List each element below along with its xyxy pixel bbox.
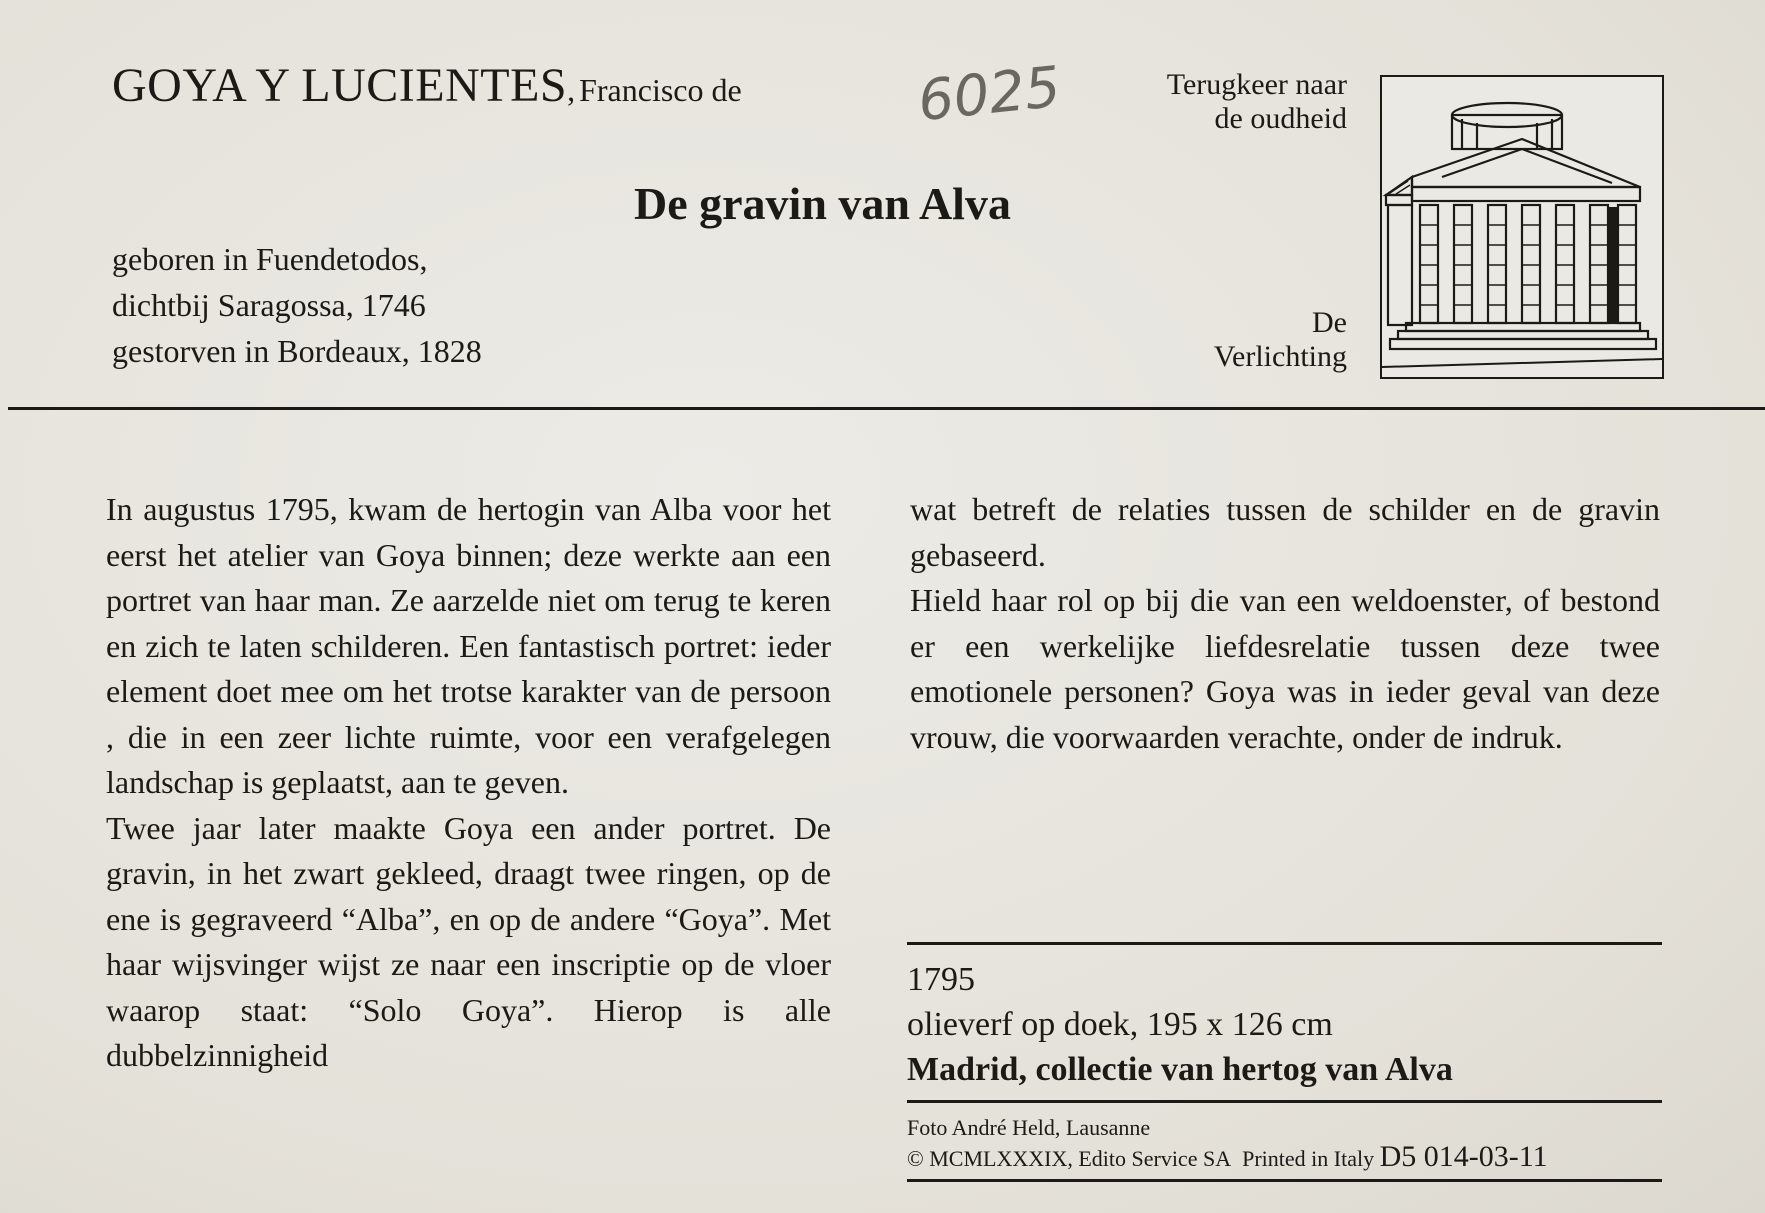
neoclassical-temple-icon <box>1382 77 1662 377</box>
caption-bottom-rule <box>907 1179 1662 1182</box>
painting-title: De gravin van Alva <box>634 178 1011 229</box>
bio-birthplace: dichtbij Saragossa, 1746 <box>112 287 426 323</box>
era-bottom-line1: De <box>1312 306 1347 339</box>
left-paragraph-1: In augustus 1795, kwam de hertogin van Alba voor het eerst het atelier van Goya binnen; deze werkte aan een portret van haar man. Ze aarzelde niet om terug te keren en zich te laten schilderen. Een fantastisch portret: ieder element doet mee om het trotse karakter van de persoon , die in een zeer lichte ruimte, voor een verafgelegen landschap is geplaatst, aan te geven. <box>106 491 831 800</box>
handwritten-number: 6025 <box>914 54 1064 135</box>
right-paragraph-2: Hield haar rol op bij die van een weldoenster, of bestond er een werkelijke liefdesrelatie tussen deze twee emotionele personen? Goya was in ieder geval van deze vrouw, die voorwaarden verachte, onder de indruk. <box>910 582 1660 755</box>
artist-line <box>112 58 742 113</box>
artist-name: GOYA Y LUCIENTES <box>112 59 568 112</box>
artist-given-name: Francisco de <box>579 72 742 108</box>
header-divider <box>8 407 1765 410</box>
right-paragraph-1: wat betreft de relaties tussen de schilder en de gravin gebaseerd. <box>910 491 1660 573</box>
era-bottom-line2: Verlichting <box>1213 340 1347 373</box>
text-column-right <box>910 487 1660 760</box>
artist-bio <box>112 236 482 374</box>
left-paragraph-2: Twee jaar later maakte Goya een ander portret. De gravin, in het zwart gekleed, draagt twee ringen, op de ene is gegraveerd “Alba”, en op de andere “Goya”. Met haar wijsvinger wijst ze naar een inscriptie op de vloer waarop staat: “Solo Goya”. Hierop is alle dubbelzinnigheid <box>106 809 831 1073</box>
credits <box>907 1103 1662 1173</box>
caption-details <box>907 945 1662 1092</box>
printed-in: Printed in Italy <box>1242 1146 1375 1171</box>
era-top-line1: Terugkeer naar <box>1166 68 1347 101</box>
photo-credit: Foto André Held, Lausanne <box>907 1115 1151 1140</box>
painting-caption <box>907 942 1662 1182</box>
artist-comma: , <box>567 72 576 108</box>
copyright: © MCMLXXXIX, Edito Service SA <box>907 1146 1232 1171</box>
text-column-left <box>106 487 831 1079</box>
caption-medium: olieverf op doek, 195 x 126 cm <box>907 1006 1333 1043</box>
copyright-line <box>907 1142 1662 1173</box>
reference-code: D5 014-03-11 <box>1379 1140 1548 1173</box>
bio-death: gestorven in Bordeaux, 1828 <box>112 333 482 369</box>
emblem-frame <box>1380 75 1664 379</box>
era-top-line2: de oudheid <box>1214 102 1347 135</box>
caption-year: 1795 <box>907 961 975 998</box>
era-label-bottom <box>1214 306 1347 374</box>
caption-location: Madrid, collectie van hertog van Alva <box>907 1051 1453 1088</box>
era-label-top <box>1167 68 1347 136</box>
bio-birth: geboren in Fuendetodos, <box>112 241 428 277</box>
